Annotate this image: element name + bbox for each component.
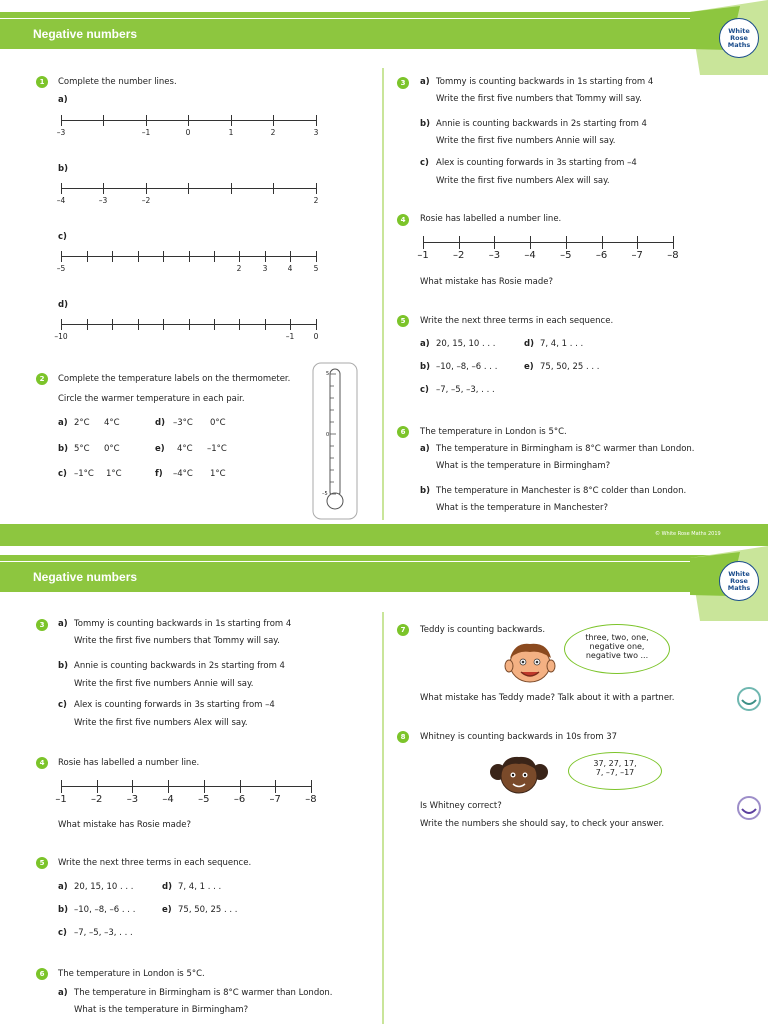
bubble-text: three, two, one, <box>585 633 649 642</box>
number-line-label: 3 <box>262 264 268 273</box>
thermometer-label: 5 <box>326 371 330 377</box>
thermometer-label: 0 <box>326 432 330 438</box>
question-text: Write the first five numbers Alex will say. <box>436 176 610 186</box>
number-line-tick <box>112 251 113 262</box>
number-line-label: –1 <box>55 794 67 805</box>
part-label: e) <box>524 362 534 372</box>
part-label: b) <box>58 661 68 671</box>
number-line-tick <box>103 183 104 194</box>
number-line-tick <box>273 183 274 194</box>
question-text: What mistake has Rosie made? <box>58 820 191 830</box>
temp-value[interactable]: –3°C <box>173 418 193 428</box>
temp-value[interactable]: 4°C <box>104 418 120 428</box>
part-label: d) <box>524 339 534 349</box>
number-line-tick <box>204 780 205 793</box>
number-line-tick <box>316 319 317 330</box>
number-line-tick <box>231 115 232 126</box>
number-line-tick <box>214 319 215 330</box>
question-text: What is the temperature in Birmingham? <box>436 461 611 471</box>
part-label: e) <box>155 444 165 454</box>
question-text: What mistake has Rosie made? <box>420 277 553 287</box>
number-line-tick <box>673 236 674 249</box>
question-prompt: Complete the number lines. <box>58 77 177 87</box>
page-title: Negative numbers <box>33 570 138 584</box>
number-line-label: 4 <box>287 264 293 273</box>
number-line-tick <box>163 319 164 330</box>
number-line-tick <box>112 319 113 330</box>
number-line-label: 2 <box>313 196 319 205</box>
sequence: –10, –8, –6 . . . <box>436 362 498 372</box>
question-prompt: Whitney is counting backwards in 10s from 37 <box>420 732 618 742</box>
question-number: 3 <box>397 77 409 89</box>
part-label: a) <box>58 882 68 892</box>
number-line-label: 5 <box>313 264 319 273</box>
part-label: d) <box>155 418 165 428</box>
bubble-text: negative two ... <box>585 651 649 660</box>
part-label: d) <box>162 882 172 892</box>
part-label: d) <box>58 300 68 310</box>
logo: White Rose Maths <box>719 18 759 58</box>
header-stripe <box>0 555 768 561</box>
question-text: The temperature in Birmingham is 8°C warmer than London. <box>436 444 695 454</box>
number-line-tick <box>275 780 276 793</box>
part-label: b) <box>420 362 430 372</box>
part-label: a) <box>420 444 430 454</box>
number-line-label: –1 <box>417 250 429 261</box>
part-label: b) <box>58 905 68 915</box>
number-line-tick <box>61 183 62 194</box>
bubble-text: negative one, <box>589 642 645 651</box>
number-line-tick <box>637 236 638 249</box>
bubble-text: 7, –7, –17 <box>595 768 635 777</box>
question-text: What mistake has Teddy made? Talk about it with a partner. <box>420 693 675 703</box>
number-line-label: –3 <box>126 794 139 805</box>
temp-value[interactable]: 1°C <box>210 469 226 479</box>
question-text: Tommy is counting backwards in 1s starting from 4 <box>436 77 654 87</box>
sequence: –10, –8, –6 . . . <box>74 905 136 915</box>
question-text: Write the first five numbers Annie will say. <box>74 679 254 689</box>
number-line-label: –1 <box>141 128 151 137</box>
number-line-label: 3 <box>313 128 319 137</box>
number-line-label: 2 <box>236 264 242 273</box>
number-line-axis <box>61 786 311 787</box>
number-line-tick <box>459 236 460 249</box>
sequence: –7, –5, –3, . . . <box>74 928 133 938</box>
number-line-tick <box>316 183 317 194</box>
number-line-tick <box>273 115 274 126</box>
question-prompt: The temperature in London is 5°C. <box>58 969 205 979</box>
question-number: 6 <box>397 426 409 438</box>
part-label: b) <box>58 164 68 174</box>
question-number: 7 <box>397 624 409 636</box>
number-line-tick <box>290 251 291 262</box>
number-line-tick <box>138 319 139 330</box>
question-instruction: Circle the warmer temperature in each pair. <box>58 394 245 404</box>
number-line-label: –4 <box>56 196 66 205</box>
question-text: Write the first five numbers Annie will say. <box>436 136 616 146</box>
part-label: b) <box>58 444 68 454</box>
number-line-label: –2 <box>91 794 103 805</box>
number-line-label: –2 <box>453 250 465 261</box>
number-line-axis <box>423 242 673 243</box>
number-line-tick <box>189 319 190 330</box>
part-label: b) <box>420 486 430 496</box>
number-line-label: –7 <box>631 250 643 261</box>
number-line-tick <box>189 251 190 262</box>
question-text: Write the numbers she should say, to check your answer. <box>420 819 665 829</box>
question-prompt: Complete the temperature labels on the thermometer. <box>58 374 291 384</box>
logo: White Rose Maths <box>719 561 759 601</box>
temp-value[interactable]: 1°C <box>106 469 122 479</box>
part-label: c) <box>58 928 67 938</box>
number-line-tick <box>188 183 189 194</box>
number-line-tick <box>494 236 495 249</box>
sequence: 20, 15, 10 . . . <box>436 339 496 349</box>
number-line-tick <box>97 780 98 793</box>
number-line-tick <box>87 319 88 330</box>
sequence: –7, –5, –3, . . . <box>436 385 495 395</box>
part-label: a) <box>420 339 430 349</box>
thermometer <box>312 362 358 520</box>
number-line-tick <box>231 183 232 194</box>
whitney-avatar <box>486 752 552 798</box>
number-line-label: –5 <box>56 264 66 273</box>
speech-bubble <box>564 624 670 674</box>
number-line-tick <box>132 780 133 793</box>
question-prompt: The temperature in London is 5°C. <box>420 427 567 437</box>
question-number: 6 <box>36 968 48 980</box>
sequence: 7, 4, 1 . . . <box>540 339 584 349</box>
number-line-tick <box>103 115 104 126</box>
part-label: a) <box>420 77 430 87</box>
question-text: The temperature in Birmingham is 8°C warmer than London. <box>74 988 333 998</box>
part-label: c) <box>420 385 429 395</box>
page-title: Negative numbers <box>33 27 138 41</box>
sequence: 7, 4, 1 . . . <box>178 882 222 892</box>
question-prompt: Teddy is counting backwards. <box>420 625 546 635</box>
question-number: 1 <box>36 76 48 88</box>
bubble-text: 37, 27, 17, <box>593 759 637 768</box>
part-label: b) <box>420 119 430 129</box>
number-line-tick <box>61 251 62 262</box>
temp-value[interactable]: 4°C <box>177 444 193 454</box>
question-text: Annie is counting backwards in 2s starting from 4 <box>436 119 647 129</box>
number-line-tick <box>61 115 62 126</box>
page-footer <box>0 524 768 546</box>
part-label: a) <box>58 988 68 998</box>
question-number: 2 <box>36 373 48 385</box>
part-label: c) <box>58 700 67 710</box>
question-text: The temperature in Manchester is 8°C colder than London. <box>436 486 687 496</box>
number-line-tick <box>168 780 169 793</box>
question-prompt: Write the next three terms in each sequence. <box>58 858 252 868</box>
question-prompt: Write the next three terms in each sequence. <box>420 316 614 326</box>
number-line-tick <box>602 236 603 249</box>
copyright: © White Rose Maths 2019 <box>655 531 721 537</box>
number-line-tick <box>316 115 317 126</box>
part-label: a) <box>58 418 68 428</box>
question-text: What is the temperature in Manchester? <box>436 503 608 513</box>
number-line-tick <box>188 115 189 126</box>
number-line-tick <box>146 183 147 194</box>
question-text: Tommy is counting backwards in 1s starting from 4 <box>74 619 292 629</box>
question-text: Write the first five numbers that Tommy will say. <box>74 636 280 646</box>
number-line-tick <box>265 319 266 330</box>
temp-value[interactable]: 2°C <box>74 418 90 428</box>
number-line-label: –4 <box>162 794 174 805</box>
number-line-tick <box>239 251 240 262</box>
temp-value[interactable]: 0°C <box>104 444 120 454</box>
number-line-tick <box>163 251 164 262</box>
question-number: 5 <box>397 315 409 327</box>
number-line-label: –3 <box>488 250 501 261</box>
discussion-icon <box>736 686 762 712</box>
part-label: c) <box>420 158 429 168</box>
number-line-tick <box>316 251 317 262</box>
part-label: a) <box>58 619 68 629</box>
number-line-tick <box>530 236 531 249</box>
number-line-label: –6 <box>233 794 246 805</box>
question-text: Write the first five numbers Alex will say. <box>74 718 248 728</box>
number-line-label: –3 <box>98 196 108 205</box>
sequence: 75, 50, 25 . . . <box>178 905 238 915</box>
question-prompt: Rosie has labelled a number line. <box>420 214 562 224</box>
part-label: c) <box>58 232 67 242</box>
question-text: Write the first five numbers that Tommy will say. <box>436 94 642 104</box>
number-line-tick <box>265 251 266 262</box>
column-divider <box>382 68 384 520</box>
number-line-tick <box>87 251 88 262</box>
number-line-label: –4 <box>524 250 536 261</box>
number-line-label: 1 <box>228 128 234 137</box>
teddy-avatar <box>495 640 565 688</box>
header-stripe <box>0 12 768 18</box>
number-line-tick <box>423 236 424 249</box>
question-number: 5 <box>36 857 48 869</box>
number-line-tick <box>240 780 241 793</box>
number-line-tick <box>138 251 139 262</box>
temp-value[interactable]: –1°C <box>74 469 94 479</box>
question-number: 4 <box>397 214 409 226</box>
number-line-label: 2 <box>270 128 276 137</box>
question-number: 8 <box>397 731 409 743</box>
number-line-tick <box>566 236 567 249</box>
number-line-tick <box>311 780 312 793</box>
number-line-label: –3 <box>56 128 66 137</box>
number-line-label: –7 <box>269 794 281 805</box>
number-line-tick <box>61 319 62 330</box>
question-text: Annie is counting backwards in 2s starting from 4 <box>74 661 285 671</box>
temp-value[interactable]: –1°C <box>207 444 227 454</box>
number-line-tick <box>239 319 240 330</box>
part-label: f) <box>155 469 163 479</box>
question-text: What is the temperature in Birmingham? <box>74 1005 249 1015</box>
number-line-tick <box>214 251 215 262</box>
number-line-label: –8 <box>305 794 317 805</box>
number-line-label: –8 <box>667 250 679 261</box>
temp-value[interactable]: –4°C <box>173 469 193 479</box>
number-line-label: –5 <box>560 250 572 261</box>
question-number: 4 <box>36 757 48 769</box>
temp-value[interactable]: 0°C <box>210 418 226 428</box>
number-line-label: 0 <box>313 332 319 341</box>
question-text: Alex is counting forwards in 3s starting from –4 <box>436 158 637 168</box>
number-line-tick <box>61 780 62 793</box>
temp-value[interactable]: 5°C <box>74 444 90 454</box>
reasoning-icon <box>736 795 762 821</box>
speech-bubble <box>568 752 662 790</box>
part-label: e) <box>162 905 172 915</box>
number-line-label: –1 <box>285 332 295 341</box>
number-line-label: –2 <box>141 196 151 205</box>
number-line-label: 0 <box>185 128 191 137</box>
number-line-tick <box>146 115 147 126</box>
question-number: 3 <box>36 619 48 631</box>
number-line-tick <box>290 319 291 330</box>
thermometer-label: –5 <box>322 491 328 497</box>
number-line-label: –5 <box>198 794 210 805</box>
question-text: Is Whitney correct? <box>420 801 502 811</box>
column-divider <box>382 612 384 1024</box>
question-text: Alex is counting forwards in 3s starting from –4 <box>74 700 275 710</box>
part-label: a) <box>58 95 68 105</box>
sequence: 20, 15, 10 . . . <box>74 882 134 892</box>
question-prompt: Rosie has labelled a number line. <box>58 758 200 768</box>
number-line-label: –6 <box>595 250 608 261</box>
number-line-label: –10 <box>54 332 68 341</box>
sequence: 75, 50, 25 . . . <box>540 362 600 372</box>
part-label: c) <box>58 469 67 479</box>
